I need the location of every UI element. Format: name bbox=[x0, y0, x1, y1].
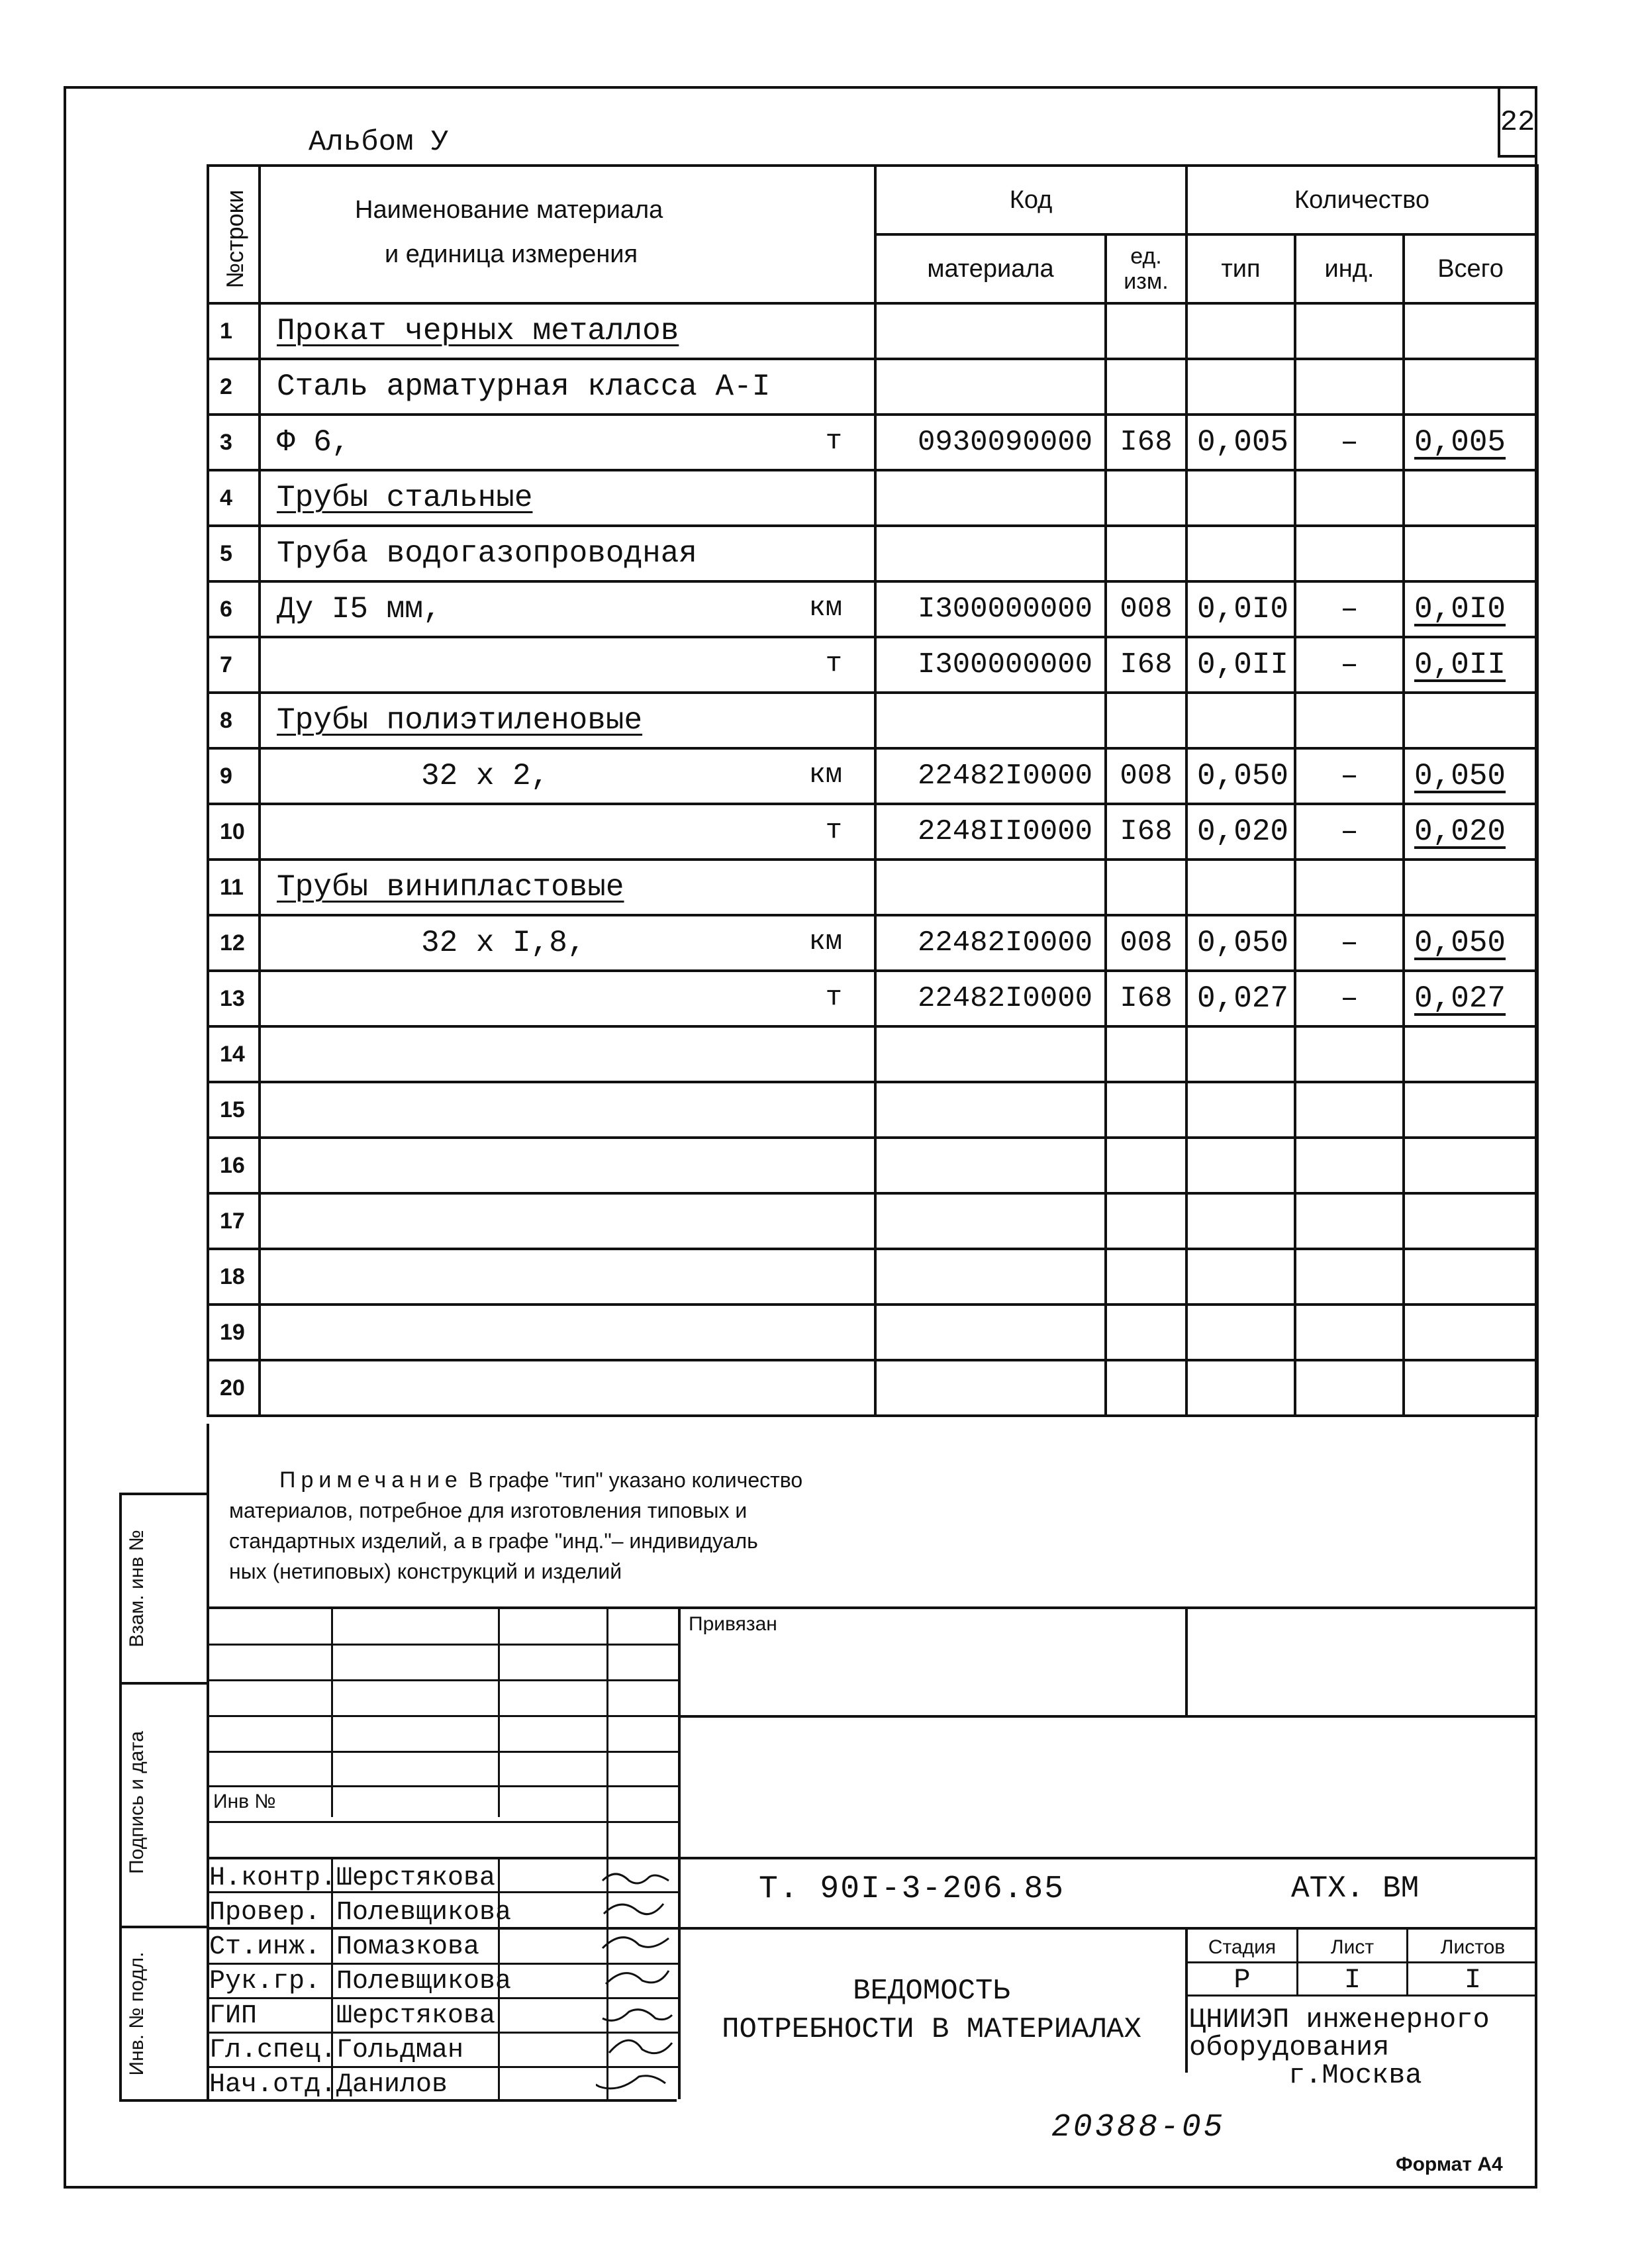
row-qty-ind bbox=[1295, 1026, 1404, 1082]
sheets-value: I bbox=[1464, 1964, 1482, 1996]
page-number: 22 bbox=[1500, 106, 1535, 139]
row-name: Трубы винипластовые bbox=[260, 860, 875, 915]
side-label-podpis: Подпись и дата bbox=[126, 1731, 148, 1874]
table-row bbox=[208, 303, 1537, 359]
album-title: Альбом У bbox=[309, 126, 449, 159]
row-number: 4 bbox=[208, 470, 260, 526]
signer-name: Полевщикова bbox=[336, 1898, 512, 1928]
row-qty-type bbox=[1186, 1360, 1295, 1416]
row-unit-code: I68 bbox=[1106, 971, 1186, 1026]
signer-name: Полевщикова bbox=[336, 1967, 512, 1997]
row-name: Ф 6, т bbox=[260, 415, 875, 470]
table-row bbox=[208, 1193, 1537, 1249]
row-code bbox=[875, 1305, 1106, 1360]
row-unit-code bbox=[1106, 526, 1186, 581]
row-qty-total bbox=[1404, 1193, 1537, 1249]
row-qty-total bbox=[1404, 359, 1537, 415]
row-qty-total bbox=[1404, 1305, 1537, 1360]
note-title: Примечание bbox=[279, 1467, 463, 1493]
header-code: Код bbox=[875, 166, 1186, 234]
table-row bbox=[208, 415, 1537, 470]
side-label-vzam: Взам. инв № bbox=[126, 1530, 148, 1648]
table-row bbox=[208, 581, 1537, 637]
row-unit-code bbox=[1106, 1026, 1186, 1082]
left-strip-mid2 bbox=[119, 1926, 208, 1928]
row-code bbox=[875, 693, 1106, 748]
row-unit-code bbox=[1106, 470, 1186, 526]
stamp-privyazan: Привязан bbox=[689, 1613, 777, 1635]
row-qty-total bbox=[1404, 693, 1537, 748]
row-unit: км bbox=[808, 759, 842, 791]
row-number: 17 bbox=[208, 1193, 260, 1249]
org-line-1: ЦНИИЭП инженерного bbox=[1189, 2004, 1490, 2036]
row-unit-code bbox=[1106, 1305, 1186, 1360]
row-name bbox=[260, 971, 875, 1026]
row-name bbox=[260, 637, 875, 693]
signatures-icon bbox=[596, 1861, 708, 2106]
row-unit: т bbox=[825, 814, 842, 846]
header-code-unit: ед. изм. bbox=[1106, 234, 1186, 303]
table-row bbox=[208, 1026, 1537, 1082]
row-qty-total bbox=[1404, 860, 1537, 915]
row-number: 15 bbox=[208, 1082, 260, 1138]
row-unit-code bbox=[1106, 1138, 1186, 1193]
row-number: 2 bbox=[208, 359, 260, 415]
row-name: Трубы стальные bbox=[260, 470, 875, 526]
sheet-value: I bbox=[1343, 1964, 1361, 1996]
stamp-top-line bbox=[207, 1606, 1537, 1609]
row-qty-total bbox=[1404, 470, 1537, 526]
row-qty-ind: – bbox=[1295, 748, 1404, 804]
row-code: 22482I0000 bbox=[875, 971, 1106, 1026]
row-qty-total bbox=[1404, 1360, 1537, 1416]
row-qty-ind bbox=[1295, 303, 1404, 359]
row-qty-total bbox=[1404, 1082, 1537, 1138]
row-qty-type bbox=[1186, 470, 1295, 526]
note-block bbox=[229, 1465, 1090, 1587]
row-qty-type bbox=[1186, 1249, 1295, 1305]
signer-role: Ст.инж. bbox=[209, 1932, 321, 1962]
row-qty-type bbox=[1186, 693, 1295, 748]
row-qty-total: 0,027 bbox=[1404, 971, 1537, 1026]
row-qty-ind bbox=[1295, 860, 1404, 915]
row-qty-ind: – bbox=[1295, 915, 1404, 971]
row-unit-code: I68 bbox=[1106, 804, 1186, 860]
row-number: 13 bbox=[208, 971, 260, 1026]
row-qty-ind bbox=[1295, 1360, 1404, 1416]
row-qty-type bbox=[1186, 303, 1295, 359]
row-code: I300000000 bbox=[875, 581, 1106, 637]
signer-name: Шерстякова bbox=[336, 1863, 496, 1893]
row-code: 2248II0000 bbox=[875, 804, 1106, 860]
row-name bbox=[260, 1249, 875, 1305]
signer-role: Рук.гр. bbox=[209, 1967, 321, 1997]
table-row bbox=[208, 1360, 1537, 1416]
row-number: 14 bbox=[208, 1026, 260, 1082]
row-unit-code: I68 bbox=[1106, 637, 1186, 693]
format-label: Формат А4 bbox=[1396, 2153, 1503, 2175]
row-name: 32 х I,8, км bbox=[260, 915, 875, 971]
row-code bbox=[875, 1138, 1106, 1193]
stamp-left-line bbox=[207, 1424, 209, 2102]
row-name bbox=[260, 804, 875, 860]
row-name bbox=[260, 1305, 875, 1360]
stamp-inv-no: Инв № bbox=[213, 1791, 276, 1812]
row-number: 6 bbox=[208, 581, 260, 637]
header-row-no: №строки bbox=[208, 166, 260, 303]
row-name: Прокат черных металлов bbox=[260, 303, 875, 359]
row-name bbox=[260, 1138, 875, 1193]
doc-code: Т. 90I-3-206.85 bbox=[759, 1871, 1065, 1907]
row-code: 22482I0000 bbox=[875, 748, 1106, 804]
row-qty-type: 0,005 bbox=[1186, 415, 1295, 470]
row-qty-ind bbox=[1295, 1138, 1404, 1193]
note-line-3: стандартных изделий, а в графе "инд."– индивидуаль bbox=[229, 1529, 758, 1553]
row-unit: т bbox=[825, 425, 842, 457]
note-line-1: В графе "тип" указано количество bbox=[462, 1468, 803, 1492]
handwritten-code: 20388-05 bbox=[1051, 2110, 1226, 2145]
row-code bbox=[875, 1360, 1106, 1416]
row-qty-type bbox=[1186, 1082, 1295, 1138]
row-unit: т bbox=[825, 648, 842, 679]
row-unit-code: I68 bbox=[1106, 415, 1186, 470]
row-qty-total: 0,050 bbox=[1404, 915, 1537, 971]
row-number: 10 bbox=[208, 804, 260, 860]
row-qty-type: 0,050 bbox=[1186, 748, 1295, 804]
header-qty-total: Всего bbox=[1404, 234, 1537, 303]
header-qty: Количество bbox=[1186, 166, 1537, 234]
row-name: Труба водогазопроводная bbox=[260, 526, 875, 581]
row-number: 5 bbox=[208, 526, 260, 581]
signer-role: Гл.спец. bbox=[209, 2036, 337, 2065]
header-qty-ind: инд. bbox=[1295, 234, 1404, 303]
row-code bbox=[875, 1026, 1106, 1082]
row-qty-total bbox=[1404, 1138, 1537, 1193]
row-unit-code bbox=[1106, 1082, 1186, 1138]
left-strip-top bbox=[119, 1493, 208, 1495]
row-name bbox=[260, 1026, 875, 1082]
note-line-4: ных (нетиповых) конструкций и изделий bbox=[229, 1559, 622, 1583]
row-number: 7 bbox=[208, 637, 260, 693]
row-qty-type bbox=[1186, 860, 1295, 915]
signer-role: Н.контр. bbox=[209, 1863, 337, 1893]
table-header-row-1 bbox=[208, 166, 1537, 234]
row-code bbox=[875, 303, 1106, 359]
row-qty-type bbox=[1186, 1026, 1295, 1082]
row-qty-ind bbox=[1295, 693, 1404, 748]
row-qty-ind bbox=[1295, 1249, 1404, 1305]
row-qty-total: 0,020 bbox=[1404, 804, 1537, 860]
table-row bbox=[208, 1249, 1537, 1305]
row-qty-ind bbox=[1295, 526, 1404, 581]
row-qty-total: 0,0II bbox=[1404, 637, 1537, 693]
row-qty-ind: – bbox=[1295, 581, 1404, 637]
row-qty-type bbox=[1186, 1193, 1295, 1249]
row-unit-code: 008 bbox=[1106, 748, 1186, 804]
row-name: Сталь арматурная класса А-I bbox=[260, 359, 875, 415]
row-qty-type bbox=[1186, 359, 1295, 415]
table-row bbox=[208, 693, 1537, 748]
sheets-label: Листов bbox=[1440, 1936, 1506, 1958]
table-row bbox=[208, 860, 1537, 915]
table-row bbox=[208, 470, 1537, 526]
signer-role: ГИП bbox=[209, 2001, 258, 2031]
signer-name: Данилов bbox=[336, 2070, 448, 2100]
signer-role: Провер. bbox=[209, 1898, 321, 1928]
materials-table bbox=[207, 164, 1539, 1417]
row-unit-code bbox=[1106, 860, 1186, 915]
signer-name: Шерстякова bbox=[336, 2001, 496, 2031]
doc-title-2: ПОТРЕБНОСТИ В МАТЕРИАЛАХ bbox=[722, 2013, 1141, 2046]
row-number: 16 bbox=[208, 1138, 260, 1193]
row-unit-code bbox=[1106, 303, 1186, 359]
row-qty-type bbox=[1186, 1305, 1295, 1360]
row-name: 32 х 2, км bbox=[260, 748, 875, 804]
row-number: 3 bbox=[208, 415, 260, 470]
row-name bbox=[260, 1082, 875, 1138]
row-unit-code bbox=[1106, 1360, 1186, 1416]
header-qty-type: тип bbox=[1186, 234, 1295, 303]
row-name bbox=[260, 1360, 875, 1416]
row-unit-code bbox=[1106, 1249, 1186, 1305]
row-qty-ind: – bbox=[1295, 971, 1404, 1026]
row-name: Ду I5 мм, км bbox=[260, 581, 875, 637]
row-qty-total: 0,0I0 bbox=[1404, 581, 1537, 637]
header-name: Наименование материала и единица измерения bbox=[260, 166, 875, 303]
row-qty-total: 0,050 bbox=[1404, 748, 1537, 804]
signer-role: Нач.отд. bbox=[209, 2070, 337, 2100]
table-row bbox=[208, 637, 1537, 693]
row-code: I300000000 bbox=[875, 637, 1106, 693]
sheet-label: Лист bbox=[1330, 1936, 1375, 1958]
side-label-inv-podl: Инв. № подл. bbox=[126, 1951, 148, 2076]
row-qty-total bbox=[1404, 1249, 1537, 1305]
row-unit: т bbox=[825, 981, 842, 1013]
table-row bbox=[208, 915, 1537, 971]
row-qty-type: 0,0I0 bbox=[1186, 581, 1295, 637]
row-qty-ind: – bbox=[1295, 804, 1404, 860]
row-unit-code bbox=[1106, 1193, 1186, 1249]
doc-suffix: АТХ. ВМ bbox=[1291, 1871, 1420, 1906]
row-qty-total: 0,005 bbox=[1404, 415, 1537, 470]
row-code bbox=[875, 359, 1106, 415]
row-qty-type: 0,050 bbox=[1186, 915, 1295, 971]
table-row bbox=[208, 526, 1537, 581]
table-row bbox=[208, 1305, 1537, 1360]
row-qty-ind: – bbox=[1295, 415, 1404, 470]
row-code bbox=[875, 1249, 1106, 1305]
signer-name: Помазкова bbox=[336, 1932, 480, 1962]
row-qty-type bbox=[1186, 1138, 1295, 1193]
table-row bbox=[208, 748, 1537, 804]
table-row bbox=[208, 804, 1537, 860]
row-qty-ind bbox=[1295, 359, 1404, 415]
row-unit-code: 008 bbox=[1106, 915, 1186, 971]
table-row bbox=[208, 1138, 1537, 1193]
row-qty-ind: – bbox=[1295, 637, 1404, 693]
row-qty-ind bbox=[1295, 470, 1404, 526]
row-qty-ind bbox=[1295, 1305, 1404, 1360]
left-strip-inner bbox=[119, 1493, 122, 2102]
row-number: 1 bbox=[208, 303, 260, 359]
row-unit-code bbox=[1106, 359, 1186, 415]
row-unit-code: 008 bbox=[1106, 581, 1186, 637]
row-qty-type: 0,0II bbox=[1186, 637, 1295, 693]
row-qty-type: 0,027 bbox=[1186, 971, 1295, 1026]
row-qty-total bbox=[1404, 526, 1537, 581]
row-number: 12 bbox=[208, 915, 260, 971]
header-code-material: материала bbox=[875, 234, 1106, 303]
note-line-2: материалов, потребное для изготовления типовых и bbox=[229, 1499, 748, 1522]
row-code bbox=[875, 1193, 1106, 1249]
row-qty-type bbox=[1186, 526, 1295, 581]
stage-label: Стадия bbox=[1208, 1936, 1277, 1958]
row-code bbox=[875, 860, 1106, 915]
row-qty-total bbox=[1404, 303, 1537, 359]
row-number: 9 bbox=[208, 748, 260, 804]
row-name bbox=[260, 1193, 875, 1249]
row-unit: км bbox=[808, 592, 842, 624]
row-code bbox=[875, 526, 1106, 581]
row-unit: км bbox=[808, 926, 842, 958]
row-code: 22482I0000 bbox=[875, 915, 1106, 971]
row-qty-total bbox=[1404, 1026, 1537, 1082]
row-code bbox=[875, 1082, 1106, 1138]
table-row bbox=[208, 971, 1537, 1026]
row-code: 0930090000 bbox=[875, 415, 1106, 470]
table-body bbox=[208, 303, 1537, 1416]
row-qty-ind bbox=[1295, 1193, 1404, 1249]
row-number: 8 bbox=[208, 693, 260, 748]
row-unit-code bbox=[1106, 693, 1186, 748]
org-line-2: оборудования bbox=[1189, 2032, 1390, 2063]
row-number: 18 bbox=[208, 1249, 260, 1305]
row-number: 19 bbox=[208, 1305, 260, 1360]
doc-title-1: ВЕДОМОСТЬ bbox=[853, 1975, 1010, 2008]
org-line-3: г.Москва bbox=[1288, 2059, 1422, 2091]
row-code bbox=[875, 470, 1106, 526]
row-number: 20 bbox=[208, 1360, 260, 1416]
stage-value: Р bbox=[1233, 1964, 1251, 1996]
signer-name: Гольдман bbox=[336, 2036, 464, 2065]
table-row bbox=[208, 1082, 1537, 1138]
table-row bbox=[208, 359, 1537, 415]
row-qty-type: 0,020 bbox=[1186, 804, 1295, 860]
row-qty-ind bbox=[1295, 1082, 1404, 1138]
row-number: 11 bbox=[208, 860, 260, 915]
row-name: Трубы полиэтиленовые bbox=[260, 693, 875, 748]
